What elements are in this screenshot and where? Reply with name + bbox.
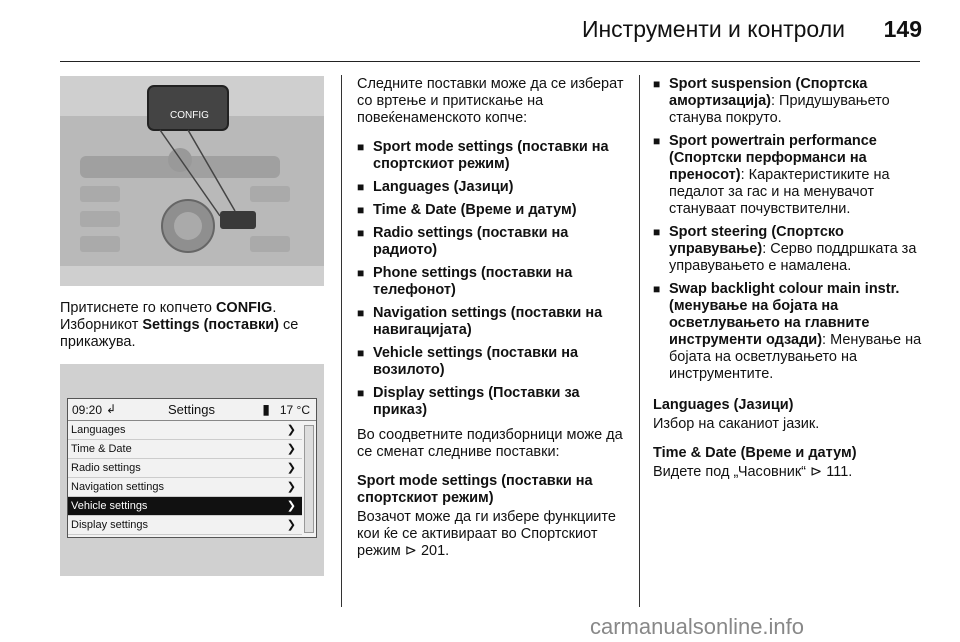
time-date-paragraph: Видете под „Часовник“ ⊳ 111. xyxy=(653,464,853,480)
bullet-item xyxy=(653,281,928,383)
bullet-item xyxy=(653,133,928,218)
option-description: : Менување на бојата на осветлувањето на инструментите. xyxy=(669,332,922,382)
menu-item-languages[interactable] xyxy=(68,421,302,440)
bullet-item: ■ Vehicle settings (поставки на возилото) xyxy=(357,345,629,379)
chevron-right-icon: ❯ xyxy=(286,481,296,493)
right-column xyxy=(653,76,928,493)
text-segment: . Изборникот xyxy=(60,300,277,333)
sport-mode-paragraph: Возачот може да ги избере функциите кои ќе се активираат во Спортскиот режим ⊳ 201. xyxy=(357,509,616,559)
option-description: : Карактеристиките на педалот за гас и на менувачот стануваат почувствителни. xyxy=(669,167,890,217)
option-description: : Придушувањето станува покруто. xyxy=(669,93,890,126)
header-rule xyxy=(60,61,920,62)
bullet-item: ■ Navigation settings (поставки на навигацијата) xyxy=(357,305,629,339)
sport-mode-heading: Sport mode settings (поставки на спортскиот режим) xyxy=(357,473,593,506)
submenu-paragraph: Во соодветните подизборници може да се сменат следниве поставки: xyxy=(357,427,623,460)
option-title: Sport powertrain performance (Спортски перформанси на преносот) xyxy=(669,133,877,183)
time-date-heading: Time & Date (Време и датум) xyxy=(653,445,857,461)
screen-title: Settings xyxy=(168,402,215,417)
bullet-item: ■ Time & Date (Време и датум) xyxy=(357,202,629,219)
column-divider-1 xyxy=(341,75,342,607)
chevron-right-icon: ❯ xyxy=(286,500,296,512)
settings-bullet-list xyxy=(357,139,629,419)
menu-item-label: Languages xyxy=(71,424,126,436)
screen-time: 09:20 xyxy=(72,403,103,417)
menu-item-label: Vehicle settings xyxy=(71,500,148,512)
page-number: 149 xyxy=(883,16,922,42)
screen-temperature: 17 °C xyxy=(279,403,310,417)
header-title: Инструменти и контроли xyxy=(581,16,845,42)
back-icon: ↲ xyxy=(106,402,117,416)
middle-intro: Следните поставки може да се изберат со вртење и притискање на повеќенаменското копче: xyxy=(357,76,624,126)
bullet-item: ■ Display settings (Поставки за приказ) xyxy=(357,385,629,419)
left-text xyxy=(60,300,330,363)
intro-paragraph xyxy=(60,300,330,351)
settings-screen xyxy=(67,398,317,538)
menu-item-label: Radio settings xyxy=(71,462,141,474)
settings-menu-list xyxy=(68,421,302,535)
option-title: Sport steering (Спортско управување) xyxy=(669,224,844,257)
bullet-item: ■ Sport mode settings (поставки на спортскиот режим) xyxy=(357,139,629,173)
bullet-item xyxy=(653,76,928,127)
column-divider-2 xyxy=(639,75,640,607)
settings-screen-photo xyxy=(60,364,324,576)
menu-item-vehicle-settings[interactable] xyxy=(68,497,302,516)
menu-item-label: Navigation settings xyxy=(71,481,164,493)
languages-heading: Languages (Јазици) xyxy=(653,397,794,413)
console-photo-illustration xyxy=(60,76,324,286)
option-title: Swap backlight colour main instr. (менување на бојата на осветлувањето на главните инструменти одзади) xyxy=(669,281,900,348)
watermark: carmanualsonline.info xyxy=(590,614,805,639)
bullet-item: ■ Phone settings (поставки на телефонот) xyxy=(357,265,629,299)
menu-item-display-settings[interactable] xyxy=(68,516,302,535)
console-photo xyxy=(60,76,324,286)
menu-item-radio-settings[interactable] xyxy=(68,459,302,478)
screen-scrollbar[interactable] xyxy=(304,425,314,533)
menu-item-navigation-settings[interactable] xyxy=(68,478,302,497)
menu-item-label: Display settings xyxy=(71,519,149,531)
screen-status-bar xyxy=(68,399,316,421)
chevron-right-icon: ❯ xyxy=(286,424,296,436)
bullet-item: ■ Languages (Јазици) xyxy=(357,179,629,196)
text-segment: се прикажува. xyxy=(60,317,299,350)
option-title: Sport suspension (Спортска амортизација) xyxy=(669,76,868,109)
menu-item-label: Time & Date xyxy=(71,443,132,455)
middle-column xyxy=(357,76,629,572)
menu-item-time-date[interactable] xyxy=(68,440,302,459)
text-segment: Притиснете го копчето xyxy=(60,300,216,316)
bullet-item xyxy=(653,224,928,275)
config-term: CONFIG xyxy=(215,300,273,316)
bullet-item: ■ Radio settings (поставки на радиото) xyxy=(357,225,629,259)
languages-paragraph: Избор на саканиот јазик. xyxy=(653,416,820,432)
sport-options-list xyxy=(653,76,928,383)
config-button-label: CONFIG xyxy=(170,110,209,121)
chevron-right-icon: ❯ xyxy=(286,443,296,455)
chevron-right-icon: ❯ xyxy=(286,462,296,474)
page-header xyxy=(0,0,960,62)
chevron-right-icon: ❯ xyxy=(286,519,296,531)
settings-term: Settings (поставки) xyxy=(142,317,279,333)
option-description: : Серво поддршката за управувањето е намалена. xyxy=(669,241,917,274)
thermometer-icon: ▮ xyxy=(262,401,270,417)
